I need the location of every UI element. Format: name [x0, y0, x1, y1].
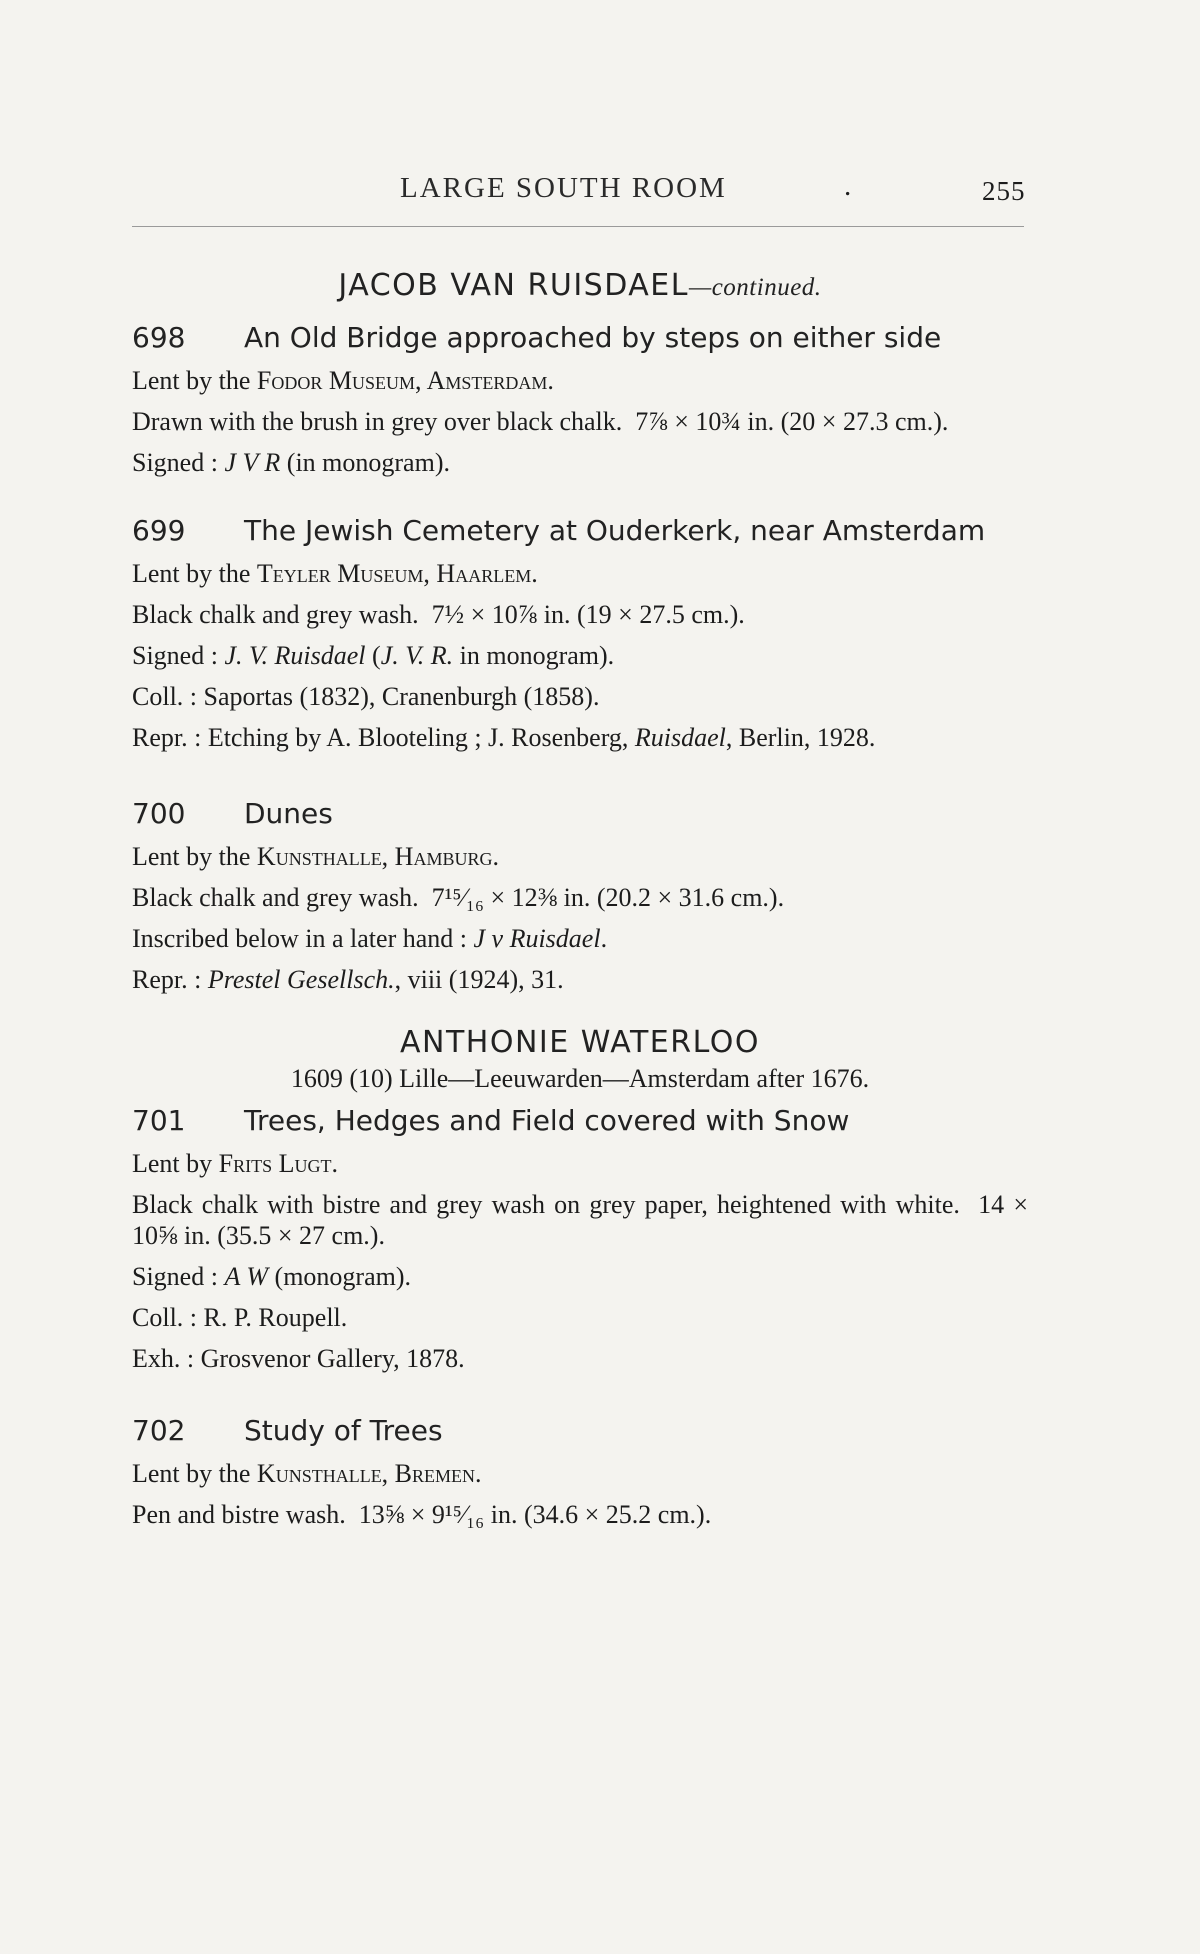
lender-line: Lent by the Fodor Museum, Amsterdam.	[132, 366, 554, 395]
lender-line: Lent by Frits Lugt.	[132, 1149, 338, 1178]
artist-heading-waterloo: ANTHONIE WATERLOO	[400, 1025, 760, 1060]
artist-heading-ruisdael	[132, 268, 1028, 303]
artist-dates: 1609 (10) Lille—Leeuwarden—Amsterdam after 1676.	[290, 1064, 870, 1093]
running-head	[132, 172, 1024, 212]
collection-line: Coll. : R. P. Roupell.	[132, 1303, 348, 1332]
artist-name: JACOB VAN RUISDAEL	[338, 268, 689, 303]
catalogue-entry-700	[132, 797, 1028, 995]
signature-line: Signed : J V R (in monogram).	[132, 448, 450, 477]
lender-line: Lent by the Teyler Museum, Haarlem.	[132, 559, 538, 588]
entry-heading	[132, 514, 1028, 548]
entry-number: 702	[132, 1414, 186, 1447]
exhibition-line: Exh. : Grosvenor Gallery, 1878.	[132, 1344, 465, 1373]
entry-number: 700	[132, 797, 186, 830]
entry-number: 701	[132, 1104, 186, 1137]
collection-line: Coll. : Saportas (1832), Cranenburgh (1858).	[132, 682, 600, 711]
entry-number: 698	[132, 321, 186, 354]
reproduction-line: Repr. : Prestel Gesellsch., viii (1924), 31.	[132, 965, 564, 994]
entry-title: Trees, Hedges and Field covered with Snow	[244, 1104, 850, 1137]
medium-line: Drawn with the brush in grey over black chalk. 7⅞ × 10¾ in. (20 × 27.3 cm.).	[132, 407, 949, 436]
signature-line: Signed : A W (monogram).	[132, 1262, 411, 1291]
catalogue-entry-701	[132, 1104, 1028, 1374]
catalogue-entry-698	[132, 321, 1028, 478]
running-head-separator: .	[844, 170, 852, 202]
header-rule	[132, 226, 1024, 227]
catalogue-entry-702	[132, 1414, 1028, 1530]
catalogue-entry-699	[132, 514, 1028, 753]
reproduction-line: Repr. : Etching by A. Blooteling ; J. Rosenberg, Ruisdael, Berlin, 1928.	[132, 723, 876, 752]
medium-line: Black chalk with bistre and grey wash on grey paper, heightened with white. 14 × 10⅝ in. (35.5 × 27 cm.).	[132, 1190, 1028, 1250]
entry-title: An Old Bridge approached by steps on either side	[244, 321, 942, 354]
entry-title: The Jewish Cemetery at Ouderkerk, near Amsterdam	[244, 514, 986, 547]
entry-heading	[132, 1104, 1028, 1138]
medium-line: Pen and bistre wash. 13⅝ × 9¹⁵⁄₁₆ in. (34.6 × 25.2 cm.).	[132, 1500, 712, 1529]
continued-label: —continued.	[688, 274, 822, 301]
lender-line: Lent by the Kunsthalle, Hamburg.	[132, 842, 499, 871]
entry-number: 699	[132, 514, 186, 547]
medium-line: Black chalk and grey wash. 7½ × 10⅞ in. (19 × 27.5 cm.).	[132, 600, 745, 629]
medium-line: Black chalk and grey wash. 7¹⁵⁄₁₆ × 12⅜ in. (20.2 × 31.6 cm.).	[132, 883, 785, 912]
page-number: 255	[982, 176, 1026, 206]
entry-title: Dunes	[244, 797, 333, 830]
signature-line: Signed : J. V. Ruisdael (J. V. R. in monogram).	[132, 641, 615, 670]
catalogue-content	[132, 268, 1028, 1530]
entry-heading	[132, 797, 1028, 831]
running-head-title: LARGE SOUTH ROOM	[400, 172, 727, 204]
entry-heading	[132, 1414, 1028, 1448]
entry-heading	[132, 321, 1028, 355]
entry-title: Study of Trees	[244, 1414, 443, 1447]
inscription-line: Inscribed below in a later hand : J v Ruisdael.	[132, 924, 608, 953]
lender-line: Lent by the Kunsthalle, Bremen.	[132, 1459, 482, 1488]
